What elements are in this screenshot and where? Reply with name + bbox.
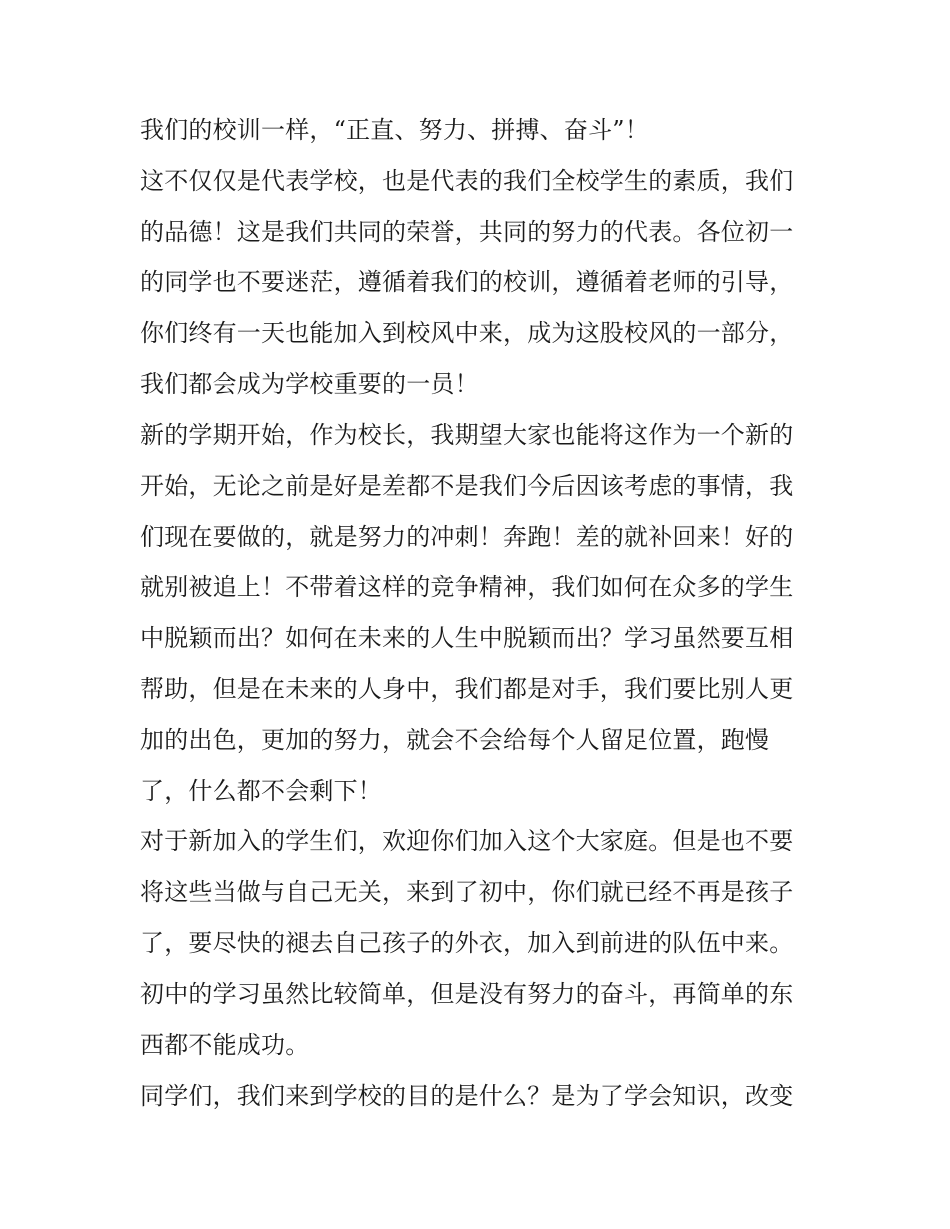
text-line-12: 帮助，但是在未来的人身中，我们都是对手，我们要比别人更 — [140, 675, 794, 703]
text-line-1: 我们的校训一样，“正直、努力、拼搏、奋斗”！ — [140, 116, 649, 144]
text-line-6: 我们都会成为学校重要的一员！ — [140, 370, 479, 398]
text-line-17: 了，要尽快的褪去自己孩子的外衣，加入到前进的队伍中来。 — [140, 929, 794, 957]
text-line-8: 开始，无论之前是好是差都不是我们今后因该考虑的事情，我 — [140, 472, 794, 500]
text-line-10: 就别被追上！不带着这样的竞争精神，我们如何在众多的学生 — [140, 573, 794, 601]
text-line-20: 同学们，我们来到学校的目的是什么？是为了学会知识，改变 — [140, 1082, 794, 1110]
text-line-4: 的同学也不要迷茫，遵循着我们的校训，遵循着老师的引导， — [140, 268, 794, 296]
text-line-15: 对于新加入的学生们，欢迎你们加入这个大家庭。但是也不要 — [140, 827, 794, 855]
text-line-9: 们现在要做的，就是努力的冲刺！奔跑！差的就补回来！好的 — [140, 523, 794, 551]
text-line-2: 这不仅仅是代表学校，也是代表的我们全校学生的素质，我们 — [140, 167, 794, 195]
text-line-11: 中脱颖而出？如何在未来的人生中脱颖而出？学习虽然要互相 — [140, 624, 794, 652]
text-line-14: 了，什么都不会剩下！ — [140, 777, 382, 805]
text-line-16: 将这些当做与自己无关，来到了初中，你们就已经不再是孩子 — [140, 878, 794, 906]
text-line-3: 的品德！这是我们共同的荣誉，共同的努力的代表。各位初一 — [140, 218, 794, 246]
text-line-5: 你们终有一天也能加入到校风中来，成为这股校风的一部分， — [140, 319, 794, 347]
text-line-13: 加的出色，更加的努力，就会不会给每个人留足位置，跑慢 — [140, 726, 770, 754]
text-line-19: 西都不能成功。 — [140, 1031, 310, 1059]
text-line-7: 新的学期开始，作为校长，我期望大家也能将这作为一个新的 — [140, 421, 794, 449]
text-line-18: 初中的学习虽然比较简单，但是没有努力的奋斗，再简单的东 — [140, 980, 794, 1008]
